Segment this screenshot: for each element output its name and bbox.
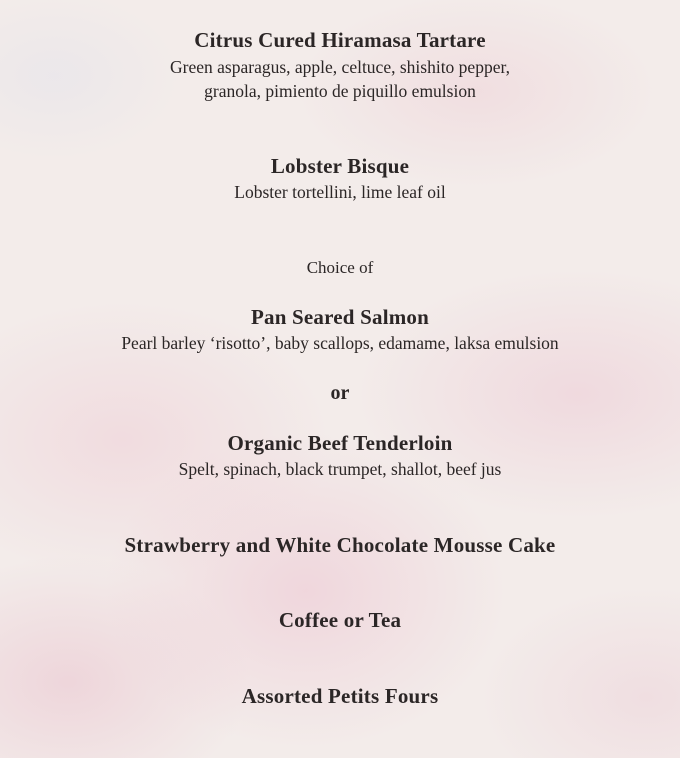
beverage-title: Coffee or Tea <box>278 608 402 632</box>
petits-fours-title: Assorted Petits Fours <box>241 684 439 708</box>
course-description-tartare-line2: granola, pimiento de piquillo emulsion <box>204 81 476 101</box>
dessert-title: Strawberry and White Chocolate Mousse Cake <box>124 533 556 557</box>
main-description-salmon: Pearl barley ‘risotto’, baby scallops, edamame, laksa emulsion <box>121 333 559 353</box>
main-title-salmon: Pan Seared Salmon <box>250 305 430 329</box>
course-title-bisque: Lobster Bisque <box>270 154 410 178</box>
course-description-tartare-line1: Green asparagus, apple, celtuce, shishito pepper, <box>170 57 510 77</box>
or-separator: or <box>330 382 350 404</box>
main-description-beef: Spelt, spinach, black trumpet, shallot, beef jus <box>178 459 502 479</box>
choice-label: Choice of <box>306 258 374 277</box>
main-title-beef: Organic Beef Tenderloin <box>227 431 453 455</box>
course-description-bisque: Lobster tortellini, lime leaf oil <box>234 182 446 202</box>
course-title-tartare: Citrus Cured Hiramasa Tartare <box>194 28 486 52</box>
